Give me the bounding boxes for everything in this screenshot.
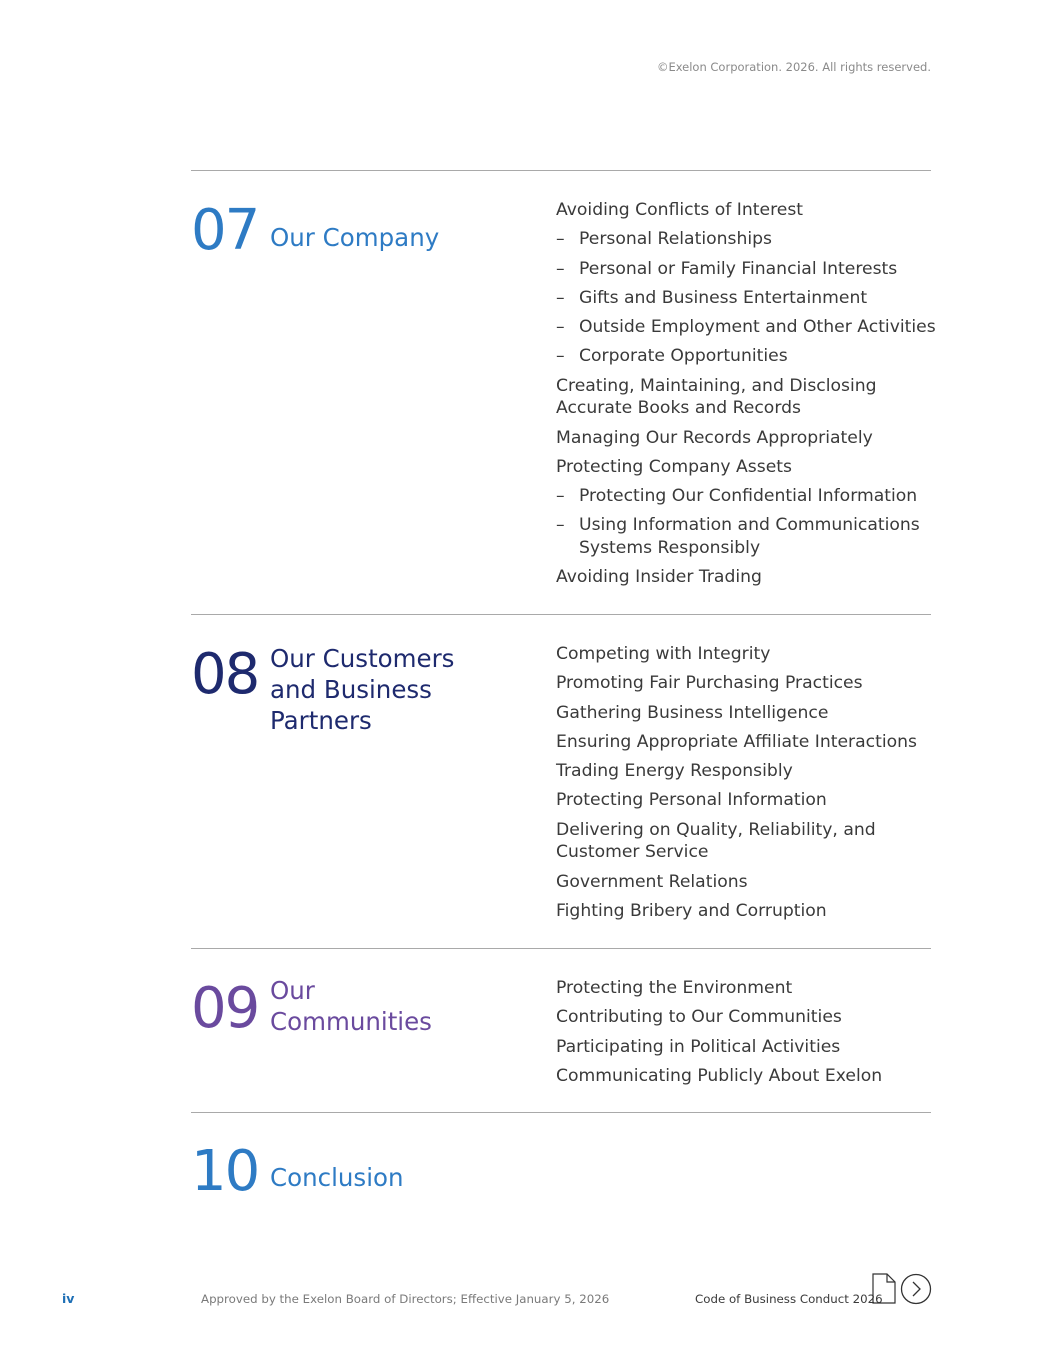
toc-link-item[interactable]: – Personal Relationships <box>556 228 936 251</box>
toc-link-item[interactable]: Avoiding Insider Trading <box>556 567 762 588</box>
toc-link-item[interactable]: – Using Information and Communications Systems Responsibly <box>556 514 936 559</box>
toc-link-item[interactable]: Ensuring Appropriate Affiliate Interactions <box>556 731 917 752</box>
section-title: Our Company <box>270 223 440 252</box>
toc-link-item[interactable]: Protecting the Environment <box>556 978 793 998</box>
section-title: Conclusion <box>270 1163 404 1192</box>
toc-link-item[interactable]: Promoting Fair Purchasing Practices <box>556 673 863 694</box>
toc-link-item[interactable]: – Corporate Opportunities <box>556 345 936 368</box>
section-number: 10 <box>191 1139 259 1204</box>
toc-link-item[interactable]: Protecting Personal Information <box>556 790 827 811</box>
section-items <box>556 643 936 929</box>
copyright-notice: ©Exelon Corporation. 2026. All rights reserved. <box>656 60 931 74</box>
section-number: 09 <box>191 976 259 1041</box>
toc-link-item[interactable]: Creating, Maintaining, and Disclosing Accurate Books and Records <box>556 375 877 419</box>
section-number: 08 <box>191 642 259 707</box>
toc-link-item[interactable]: Managing Our Records Appropriately <box>556 427 873 448</box>
toc-section-07 <box>191 170 936 615</box>
document-icon[interactable] <box>872 1273 896 1308</box>
toc-link-item[interactable]: Contributing to Our Communities <box>556 1007 842 1028</box>
page-number: iv <box>62 1291 75 1306</box>
section-items <box>556 199 936 596</box>
toc-link-item[interactable]: Avoiding Conflicts of Interest <box>556 200 804 220</box>
section-title: Our Customers and Business Partners <box>270 644 455 735</box>
toc-link-item[interactable]: Communicating Publicly About Exelon <box>556 1065 883 1086</box>
toc-link-item[interactable]: – Protecting Our Confidential Information <box>556 485 936 508</box>
toc-section-10 <box>191 1112 931 1213</box>
next-page-button[interactable] <box>900 1273 932 1309</box>
toc-link-item[interactable]: – Outside Employment and Other Activities <box>556 316 936 339</box>
section-title: Our Communities <box>270 976 432 1036</box>
toc-link-item[interactable]: Competing with Integrity <box>556 644 771 664</box>
toc-link-item[interactable]: Participating in Political Activities <box>556 1036 841 1057</box>
toc-section-08 <box>191 614 931 949</box>
document-title: Code of Business Conduct 2026 <box>695 1292 883 1306</box>
section-items <box>556 977 936 1094</box>
toc-section-09 <box>191 948 931 1113</box>
toc-link-item[interactable]: – Gifts and Business Entertainment <box>556 287 936 310</box>
toc-link-item[interactable]: Delivering on Quality, Reliability, and Customer Service <box>556 819 876 863</box>
toc-link-item[interactable]: Trading Energy Responsibly <box>556 761 793 782</box>
chevron-right-icon <box>900 1273 932 1305</box>
toc-link-item[interactable]: – Personal or Family Financial Interests <box>556 258 936 281</box>
toc-link-item[interactable]: Government Relations <box>556 871 748 892</box>
toc-link-item[interactable]: Fighting Bribery and Corruption <box>556 900 827 921</box>
approval-note: Approved by the Exelon Board of Directors; Effective January 5, 2026 <box>201 1292 610 1306</box>
toc-link-item[interactable]: Protecting Company Assets <box>556 456 792 477</box>
section-number: 07 <box>191 198 259 263</box>
toc-link-item[interactable]: Gathering Business Intelligence <box>556 702 829 723</box>
